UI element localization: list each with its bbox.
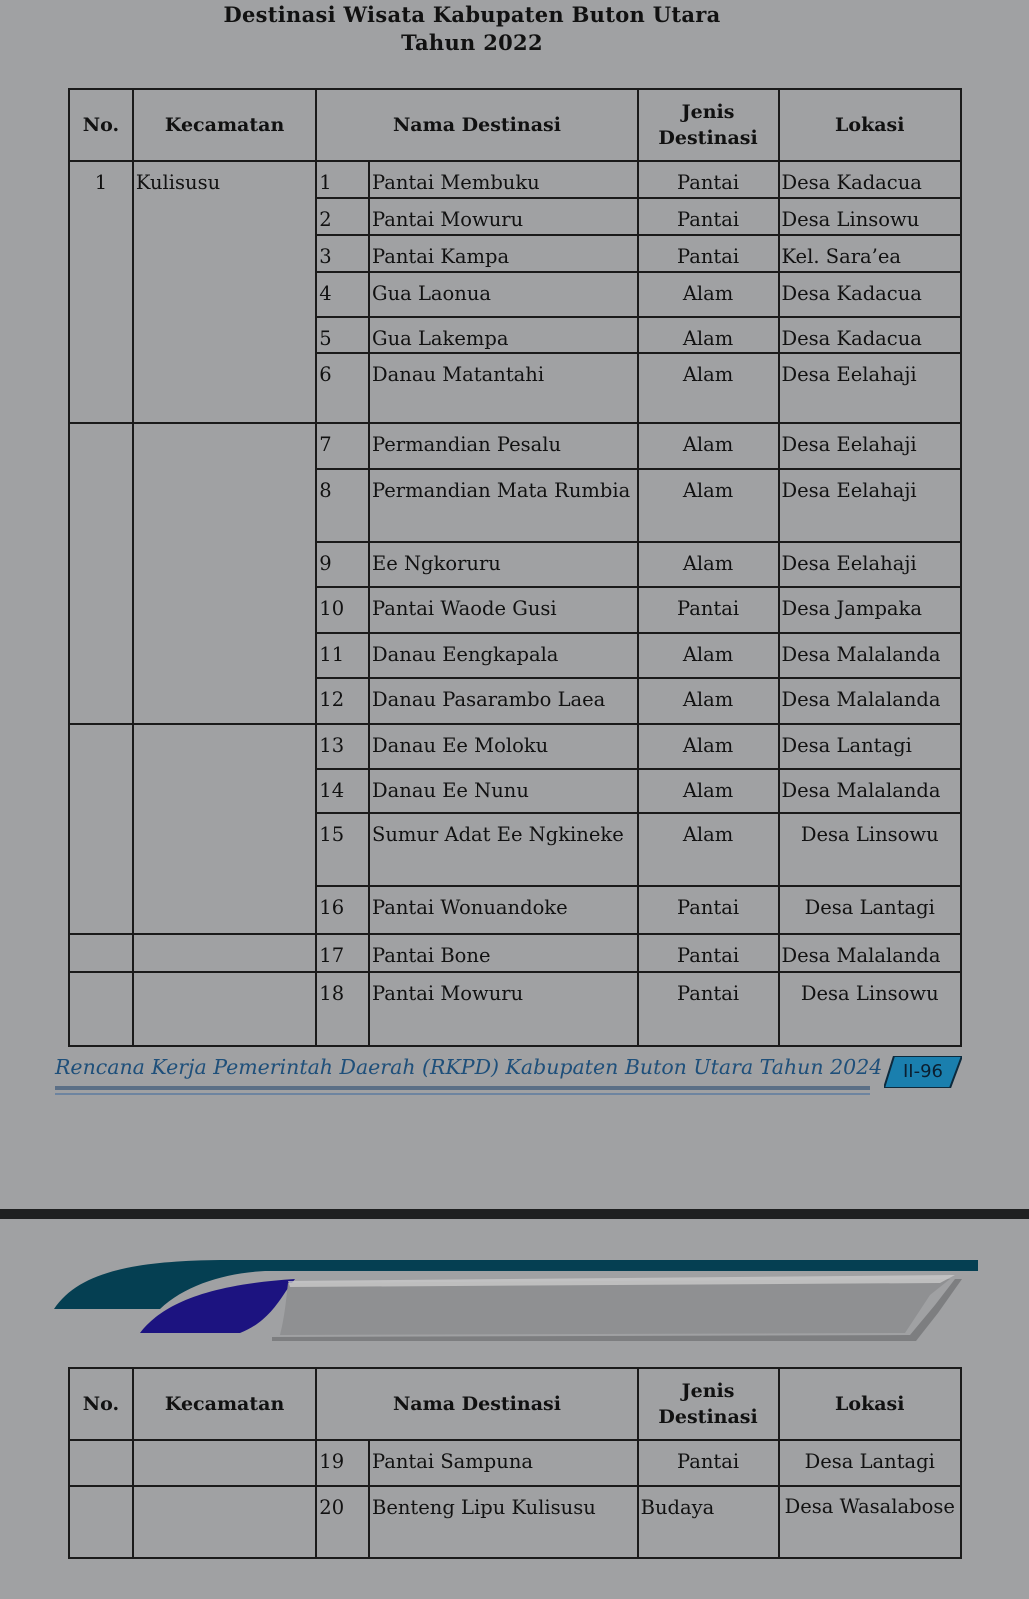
- row-destination: Ee Ngkoruru: [369, 542, 638, 587]
- table-row: [69, 934, 961, 972]
- group-number-empty: [69, 724, 133, 934]
- row-number: 6: [316, 353, 369, 423]
- row-location: Desa Malalanda: [779, 633, 962, 678]
- row-number: 2: [316, 198, 369, 235]
- group-kecamatan-empty: [133, 724, 316, 934]
- row-type: Pantai: [638, 1440, 779, 1486]
- table-header-row: [69, 89, 961, 161]
- row-location: Desa Eelahaji: [779, 423, 962, 469]
- row-type: Pantai: [638, 972, 779, 1046]
- row-location: Desa Kadacua: [779, 161, 962, 198]
- document-footer: Rencana Kerja Pemerintah Daerah (RKPD) Kabupaten Buton Utara Tahun 2024: [55, 1055, 883, 1079]
- table-row: [69, 972, 961, 1046]
- row-type: Pantai: [638, 934, 779, 972]
- row-location: Desa Linsowu: [779, 813, 962, 886]
- row-type: Alam: [638, 724, 779, 769]
- group-kecamatan-empty: [133, 1440, 316, 1486]
- row-location: Desa Jampaka: [779, 587, 962, 633]
- row-destination: Gua Lakempa: [369, 317, 638, 353]
- header-banner-graphic: [50, 1255, 980, 1345]
- destinations-table-continued: [68, 1367, 962, 1559]
- row-location: Kel. Sara’ea: [779, 235, 962, 272]
- header-nama-destinasi: Nama Destinasi: [316, 89, 637, 161]
- header-lokasi: Lokasi: [779, 1368, 962, 1440]
- row-location: Desa Malalanda: [779, 934, 962, 972]
- row-number: 15: [316, 813, 369, 886]
- row-number: 19: [316, 1440, 369, 1486]
- row-location: Desa Malalanda: [779, 769, 962, 813]
- row-destination: Benteng Lipu Kulisusu: [369, 1486, 638, 1558]
- row-location: Desa Linsowu: [779, 972, 962, 1046]
- row-number: 5: [316, 317, 369, 353]
- row-destination: Pantai Membuku: [369, 161, 638, 198]
- row-number: 16: [316, 886, 369, 934]
- row-number: 12: [316, 678, 369, 724]
- row-number: 14: [316, 769, 369, 813]
- row-location: Desa Eelahaji: [779, 469, 962, 542]
- row-destination: Danau Ee Nunu: [369, 769, 638, 813]
- row-location: Desa Kadacua: [779, 317, 962, 353]
- header-kecamatan: Kecamatan: [133, 89, 316, 161]
- row-type: Budaya: [638, 1486, 779, 1558]
- group-number-empty: [69, 1486, 133, 1558]
- group-kecamatan-empty: [133, 423, 316, 724]
- header-no: No.: [69, 1368, 133, 1440]
- row-destination: Danau Pasarambo Laea: [369, 678, 638, 724]
- row-type: Alam: [638, 633, 779, 678]
- group-number: 1: [69, 161, 133, 423]
- document-title: Destinasi Wisata Kabupaten Buton Utara: [223, 2, 721, 27]
- row-destination: Pantai Mowuru: [369, 972, 638, 1046]
- row-destination: Danau Ee Moloku: [369, 724, 638, 769]
- group-number-empty: [69, 934, 133, 972]
- group-number-empty: [69, 1440, 133, 1486]
- row-type: Alam: [638, 423, 779, 469]
- row-destination: Pantai Sampuna: [369, 1440, 638, 1486]
- row-type: Alam: [638, 769, 779, 813]
- row-location: Desa Kadacua: [779, 272, 962, 317]
- group-kecamatan: Kulisusu: [133, 161, 316, 423]
- row-destination: Permandian Pesalu: [369, 423, 638, 469]
- row-location: Desa Malalanda: [779, 678, 962, 724]
- row-destination: Pantai Wonuandoke: [369, 886, 638, 934]
- page-number-badge: [884, 1056, 962, 1088]
- row-destination: Permandian Mata Rumbia: [369, 469, 638, 542]
- group-kecamatan-empty: [133, 972, 316, 1046]
- row-destination: Pantai Bone: [369, 934, 638, 972]
- row-number: 7: [316, 423, 369, 469]
- row-destination: Danau Eengkapala: [369, 633, 638, 678]
- row-location: Desa Lantagi: [779, 886, 962, 934]
- row-number: 8: [316, 469, 369, 542]
- row-number: 3: [316, 235, 369, 272]
- table-row: [69, 724, 961, 769]
- row-number: 11: [316, 633, 369, 678]
- row-destination: Pantai Mowuru: [369, 198, 638, 235]
- row-location: Desa Lantagi: [779, 1440, 962, 1486]
- row-location: Desa Wasalabose: [779, 1486, 962, 1558]
- row-type: Alam: [638, 317, 779, 353]
- table-row: [69, 423, 961, 469]
- row-destination: Pantai Waode Gusi: [369, 587, 638, 633]
- row-type: Pantai: [638, 235, 779, 272]
- row-number: 13: [316, 724, 369, 769]
- row-number: 17: [316, 934, 369, 972]
- row-number: 20: [316, 1486, 369, 1558]
- destinations-table: [68, 88, 962, 1047]
- page-number: II-96: [902, 1061, 944, 1082]
- row-type: Alam: [638, 469, 779, 542]
- row-destination: Sumur Adat Ee Ngkineke: [369, 813, 638, 886]
- header-no: No.: [69, 89, 133, 161]
- row-number: 1: [316, 161, 369, 198]
- row-location: Desa Eelahaji: [779, 353, 962, 423]
- group-number-empty: [69, 972, 133, 1046]
- row-destination: Danau Matantahi: [369, 353, 638, 423]
- row-location: Desa Eelahaji: [779, 542, 962, 587]
- row-type: Pantai: [638, 886, 779, 934]
- row-type: Pantai: [638, 161, 779, 198]
- row-type: Alam: [638, 353, 779, 423]
- row-number: 9: [316, 542, 369, 587]
- group-number-empty: [69, 423, 133, 724]
- footer-divider: [55, 1093, 870, 1095]
- row-type: Pantai: [638, 587, 779, 633]
- row-type: Alam: [638, 542, 779, 587]
- table-row: [69, 161, 961, 198]
- row-location: Desa Lantagi: [779, 724, 962, 769]
- row-destination: Gua Laonua: [369, 272, 638, 317]
- row-type: Alam: [638, 678, 779, 724]
- table-row: [69, 1486, 961, 1558]
- page-separator: [0, 1209, 1029, 1219]
- group-kecamatan-empty: [133, 1486, 316, 1558]
- header-nama-destinasi: Nama Destinasi: [316, 1368, 637, 1440]
- document-year: Tahun 2022: [401, 30, 543, 55]
- header-jenis-destinasi: Jenis Destinasi: [638, 1368, 779, 1440]
- header-kecamatan: Kecamatan: [133, 1368, 316, 1440]
- group-kecamatan-empty: [133, 934, 316, 972]
- row-number: 4: [316, 272, 369, 317]
- table-row: [69, 1440, 961, 1486]
- row-location: Desa Linsowu: [779, 198, 962, 235]
- table-header-row: [69, 1368, 961, 1440]
- row-type: Alam: [638, 813, 779, 886]
- row-type: Alam: [638, 272, 779, 317]
- header-jenis-destinasi: Jenis Destinasi: [638, 89, 779, 161]
- footer-divider: [55, 1086, 870, 1090]
- row-type: Pantai: [638, 198, 779, 235]
- row-number: 10: [316, 587, 369, 633]
- row-number: 18: [316, 972, 369, 1046]
- header-lokasi: Lokasi: [779, 89, 962, 161]
- row-destination: Pantai Kampa: [369, 235, 638, 272]
